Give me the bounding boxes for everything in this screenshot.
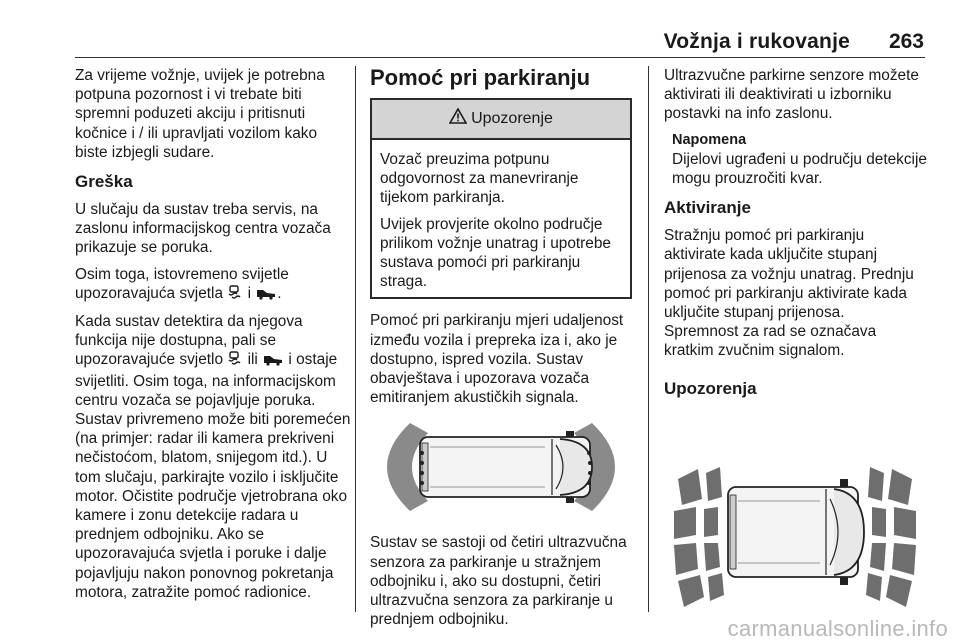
paragraph: Ultrazvučne parkirne senzore možete aktivirati ili deaktivirati u izborniku postavki na info zaslonu. [664, 67, 919, 123]
text: Kada sustav detektira da njegova funkcija nije dostupna, pali se upozoravajuće svjetlo [75, 313, 303, 369]
car-skid-icon [227, 285, 243, 305]
column-divider-1 [355, 66, 356, 612]
paragraph: Vozač preuzima potpunu odgovornost za manevriranje tijekom parkiranja. [380, 151, 579, 207]
car-sensor-icon [262, 352, 284, 371]
heading-upozorenja: Upozorenja [664, 378, 757, 398]
note-title: Napomena [672, 131, 747, 148]
header-divider [75, 57, 925, 58]
text: i ostaje svijetliti. Osim toga, na informacijskom centru vozača se pojavljuje poruka. Sustav privremeno može biti poremećen (na primjer: radar ili kamera prekriveni nečistoćom, blatom, snijegom itd.). U tom slučaju, parkirajte vozilo i isključite motor. Očistite područje vjetrobrana oko kamere i zonu detekcije radara u prednjem odbojniku. Ako se upozoravajuća svjetla i poruke i dalje pojavljuju nakon ponovnog pokretanja motora, zatražite pomoć radionice. [75, 351, 351, 601]
column-right [664, 66, 930, 635]
paragraph: Pomoć pri parkiranju mjeri udaljenost između vozila i prepreka iza i, ako je dostupno, ispred vozila. Sustav obavještava i upozorava vozača emitiranjem akustičkih signala. [370, 312, 624, 407]
warning-triangle-icon [449, 108, 467, 129]
paragraph: Za vrijeme vožnje, uvijek je potrebna potpuna pozornost i vi trebate biti spremni poduzeti akciju i pritisnuti kočnice i / ili upravljati vozilom kako biste izbjegli sudare. [75, 67, 325, 161]
text: . [277, 284, 282, 302]
warning-title: Upozorenje [471, 110, 553, 128]
paragraph: Sustav se sastoji od četiri ultrazvučna senzora za parkiranje u stražnjem odbojniku i, ako su dostupni, četiri ultrazvučna senzora za parkiranje u prednjem odbojniku. [370, 534, 627, 629]
van-top-view [728, 479, 864, 585]
paragraph [75, 265, 353, 305]
heading-aktiviranje: Aktiviranje [664, 198, 751, 218]
van-top-view [420, 431, 592, 503]
text: Osim toga, istovremeno svijetle upozoravajuća svjetla [75, 265, 289, 302]
car-skid-icon [227, 351, 243, 371]
heading-greska: Greška [75, 172, 133, 192]
text: i [247, 284, 251, 302]
column-divider-2 [648, 66, 649, 612]
paragraph: U slučaju da sustav treba servis, na zaslonu informacijskog centra vozača prikazuje se poruka. [75, 201, 331, 257]
paragraph: Uvijek provjerite okolno područje prilikom vožnje unatrag i upotrebe sustava pomoći pri parkiranju straga. [380, 215, 611, 291]
paragraph: Stražnju pomoć pri parkiranju aktivirate kada uključite stupanj prijenosa za vožnju unatrag. Prednju pomoć pri parkiranju aktivirate kada uključite stupanj prijenosa. [664, 227, 914, 322]
page-header [0, 0, 960, 56]
watermark: carmanualsonline.info [727, 616, 948, 641]
paragraph [75, 312, 353, 602]
page-number: 263 [888, 30, 924, 53]
heading-parking-assist: Pomoć pri parkiranju [370, 65, 591, 90]
column-middle [370, 66, 632, 636]
vehicle-sensor-diagram [370, 417, 632, 517]
note-text: Dijelovi ugrađeni u području detekcije mogu prouzročiti kvar. [672, 150, 927, 188]
column-left [75, 66, 353, 609]
warning-header [372, 100, 630, 140]
warning-box [370, 98, 632, 299]
text: ili [247, 351, 258, 369]
section-title: Vožnja i rukovanje [663, 30, 850, 53]
front-sensor-segments [866, 467, 916, 607]
car-sensor-icon [255, 286, 277, 305]
vehicle-sensor-warning-diagram [664, 439, 926, 619]
paragraph: Spremnost za rad se označava kratkim zvučnim signalom. [664, 323, 877, 360]
rear-sensor-segments [674, 467, 724, 607]
note-block [664, 131, 930, 189]
warning-body [372, 140, 630, 297]
